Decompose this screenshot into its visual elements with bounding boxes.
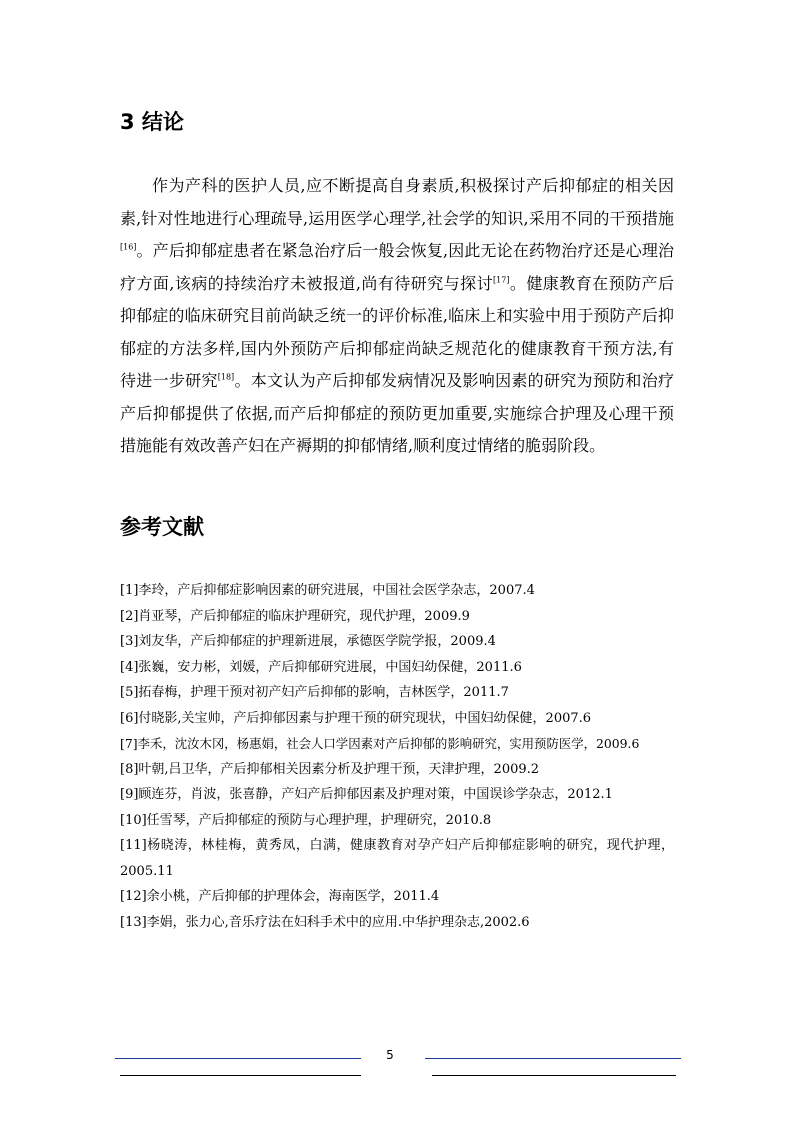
conclusion-text-1: 作为产科的医护人员,应不断提高自身素质,积极探讨产后抑郁症的相关因素,针对性地进行心理疏导,运用医学心理学,社会学的知识,采用不同的干预措施 — [120, 176, 674, 228]
reference-item-10: [10]任雪琴，产后抑郁症的预防与心理护理，护理研究，2010.8 — [120, 812, 492, 828]
reference-item-1: [1]李玲，产后抑郁症影响因素的研究进展，中国社会医学杂志，2007.4 — [120, 583, 535, 598]
reference-item-8: [8]叶朝,吕卫华，产后抑郁相关因素分析及护理干预，天津护理，2009.2 — [120, 761, 540, 777]
citation-18: [18] — [217, 372, 235, 382]
references-heading: 参考文献 — [120, 515, 204, 539]
reference-item-4: [4]张巍，安力彬，刘媛，产后抑郁研究进展，中国妇幼保健，2011.6 — [120, 659, 522, 675]
reference-item-6: [6]付晓影,关宝帅，产后抑郁因素与护理干预的研究现状，中国妇幼保健，2007.6 — [120, 710, 592, 726]
conclusion-text-3: 。健康教育在预防产后抑郁症的临床研究目前尚缺乏统一的评价标准,临床上和实验中用于预防产后抑郁症的方法多样,国内外预防产后抑郁症尚缺乏规范化的健康教育干预方法,有待进一步研究 — [120, 273, 674, 390]
conclusion-text-2: 。产后抑郁症患者在紧急治疗后一般会恢复,因此无论在药物治疗还是心理治疗方面,该病的持续治疗未被报道,尚有待研究与探讨 — [120, 241, 674, 293]
reference-list — [120, 578, 680, 935]
section-3-heading: 3 结论 — [120, 110, 184, 134]
reference-item-2: [2]肖亚琴，产后抑郁症的临床护理研究，现代护理，2009.9 — [120, 608, 470, 624]
page-number: 5 — [386, 1048, 394, 1062]
footer-rule-top-left — [115, 1058, 361, 1059]
conclusion-paragraph — [120, 170, 674, 463]
reference-item-9: [9]顾连芬，肖波，张喜静，产妇产后抑郁因素及护理对策，中国误诊学杂志，2012.1 — [120, 787, 613, 802]
footer-rule-bottom-right — [432, 1075, 676, 1076]
reference-item-5: [5]拓春梅，护理干预对初产妇产后抑郁的影响，吉林医学，2011.7 — [120, 685, 509, 700]
citation-16: [16] — [120, 242, 137, 252]
footer-rule-top-right — [425, 1058, 681, 1059]
conclusion-text-4: 。本文认为产后抑郁发病情况及影响因素的研究为预防和治疗产后抑郁提供了依据,而产后抑郁症的预防更加重要,实施综合护理及心理干预措施能有效改善产妇在产褥期的抑郁情绪,顺利度过情绪的脆弱阶段。 — [120, 371, 674, 455]
page-footer — [0, 1048, 793, 1082]
reference-item-13: [13]李娟，张力心,音乐疗法在妇科手术中的应用.中华护理杂志,2002.6 — [120, 914, 530, 930]
footer-rule-bottom-left — [120, 1075, 361, 1076]
reference-item-3: [3]刘友华，产后抑郁症的护理新进展，承德医学院学报，2009.4 — [120, 634, 496, 649]
reference-item-12: [12]余小桃，产后抑郁的护理体会，海南医学，2011.4 — [120, 889, 440, 904]
reference-item-11: [11]杨晓涛，林桂梅，黄秀凤，白满，健康教育对孕产妇产后抑郁症影响的研究，现代护理，2005.11 — [120, 838, 674, 879]
citation-17: [17] — [493, 275, 510, 285]
reference-item-7: [7]李禾，沈汝木冈，杨惠娟，社会人口学因素对产后抑郁的影响研究，实用预防医学，2009.6 — [120, 736, 640, 751]
